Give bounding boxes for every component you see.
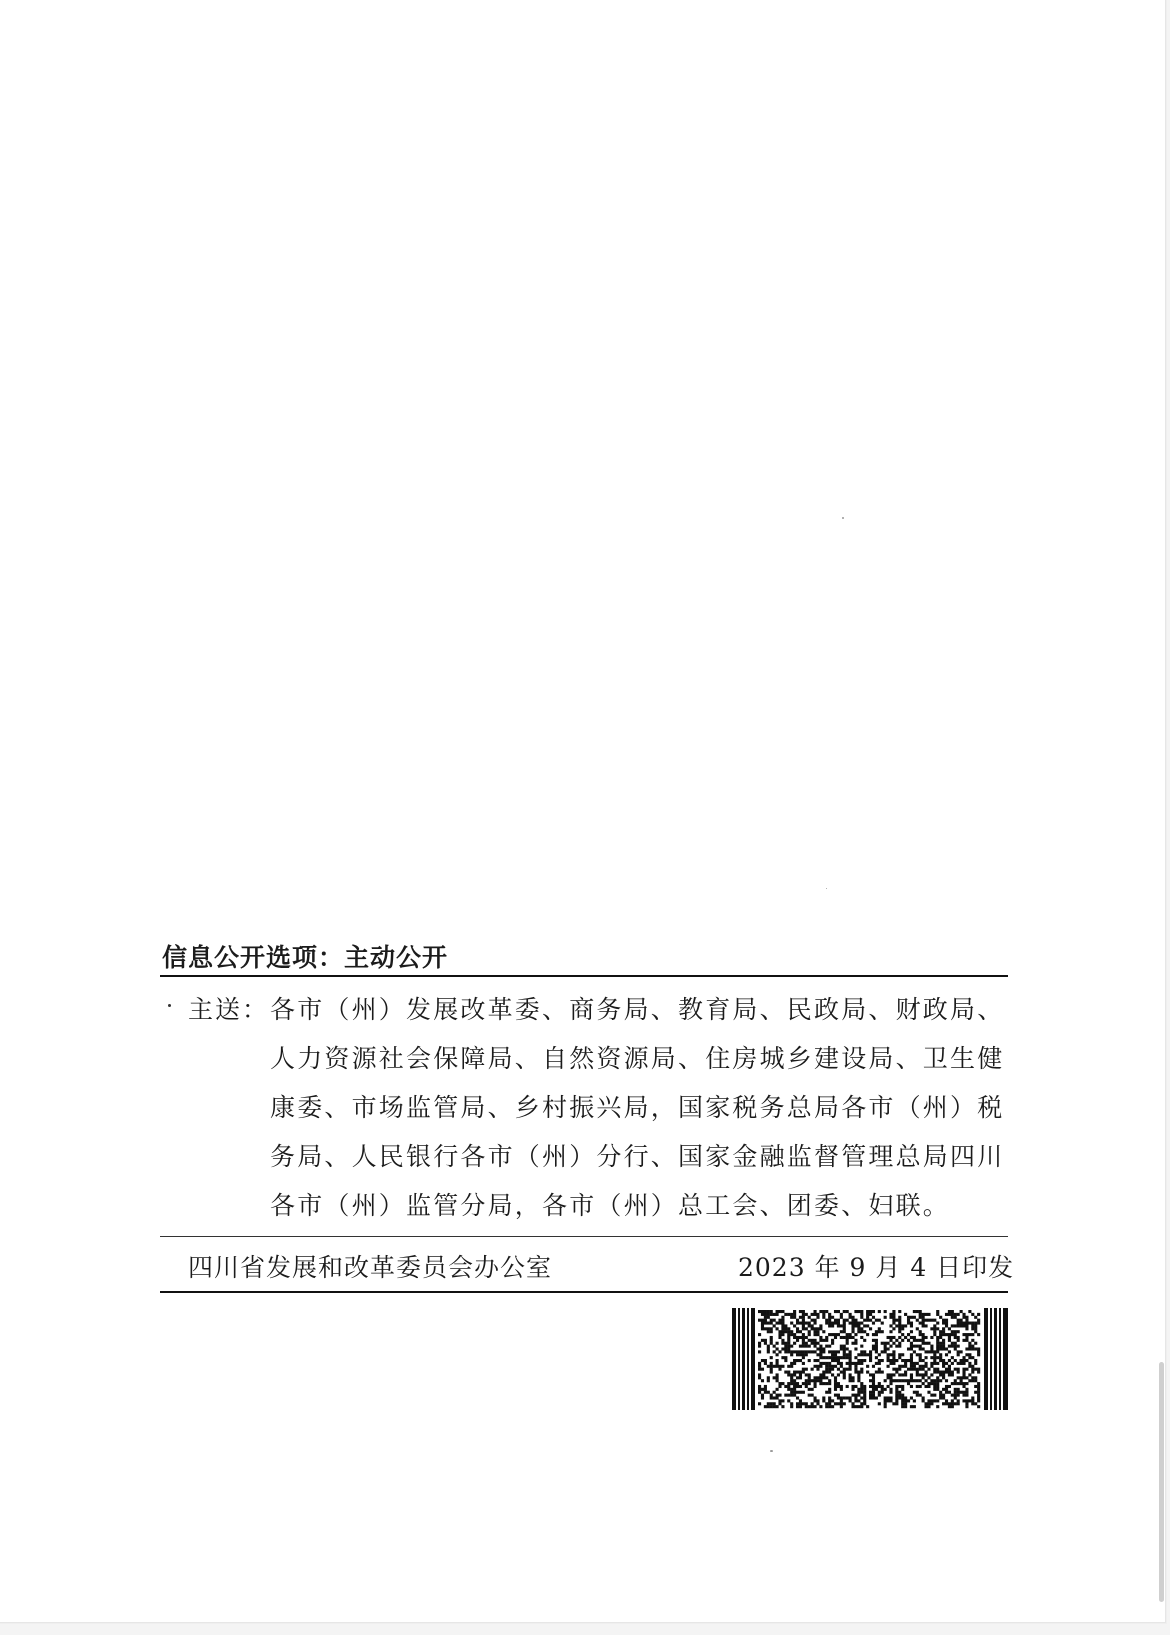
recipients-line-3: 康委、市场监管局、乡村振兴局，国家税务总局各市（州）税 [270, 1093, 1005, 1122]
recipients-text: 各市（州）发展改革委、商务局、教育局、民政局、财政局、 [270, 995, 1005, 1024]
margin-dot [168, 1004, 171, 1007]
scrollbar-thumb[interactable] [1159, 1362, 1164, 1602]
barcode-image [732, 1308, 1008, 1410]
recipients-line-4: 务局、人民银行各市（州）分行、国家金融监督管理总局四川 [270, 1142, 1005, 1171]
scan-speck [842, 517, 844, 519]
top-rule [160, 975, 1008, 977]
issuer: 四川省发展和改革委员会办公室 [188, 1253, 553, 1282]
scan-speck [770, 1450, 773, 1452]
recipients-block [188, 985, 1004, 1230]
recipients-line-1 [188, 985, 1004, 1034]
scan-speck [826, 888, 827, 889]
bottom-rule [160, 1291, 1008, 1293]
recipients-line-5: 各市（州）监管分局，各市（州）总工会、团委、妇联。 [270, 1191, 951, 1220]
middle-rule [160, 1236, 1008, 1237]
recipients-label: 主送： [188, 995, 270, 1024]
disclosure-value: 主动公开 [344, 943, 449, 972]
recipients-line-2: 人力资源社会保障局、自然资源局、住房城乡建设局、卫生健 [270, 1044, 1005, 1073]
issue-date: 2023 年 9 月 4 日印发 [738, 1253, 1015, 1282]
disclosure-option [162, 938, 448, 974]
disclosure-label: 信息公开选项： [162, 943, 345, 972]
